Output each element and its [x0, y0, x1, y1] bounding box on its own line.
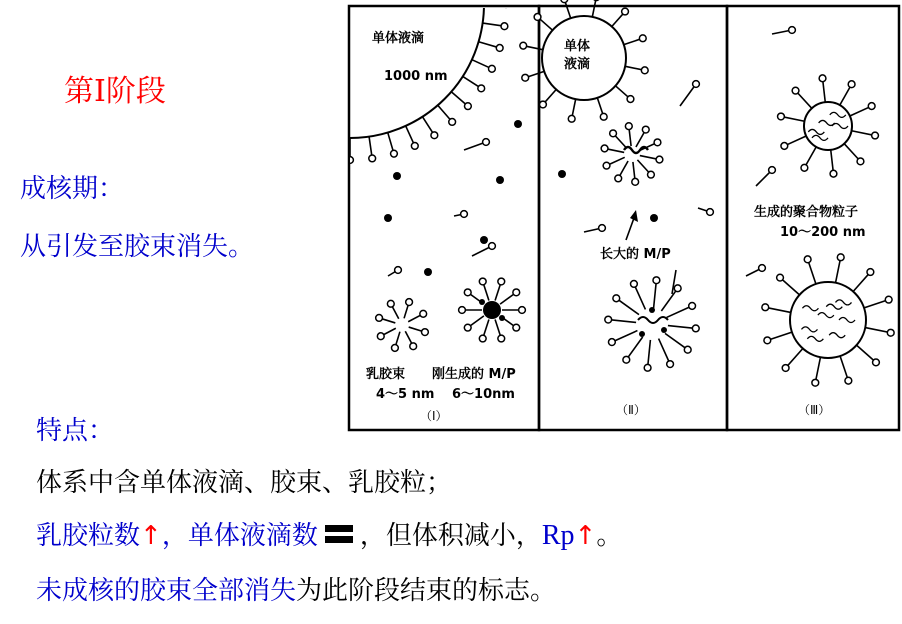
nucleation-description: 从引发至胶束消失。 — [20, 232, 255, 262]
emulsifier-molecule — [625, 123, 632, 146]
emulsifier-molecule — [422, 117, 437, 139]
emulsifier-molecule — [667, 303, 696, 318]
droplet-size-label: 1000 nm — [384, 69, 448, 84]
emulsifier-molecule — [406, 126, 419, 149]
free-emulsifier — [746, 265, 765, 276]
emulsifier-molecule — [479, 320, 489, 342]
emulsifier-molecule — [472, 60, 495, 73]
polymer-particle-large — [762, 254, 894, 386]
emulsifier-molecule — [388, 133, 398, 158]
emulsifier-molecule — [612, 8, 629, 26]
emulsifier-molecule — [665, 333, 691, 353]
emulsifier-molecule — [782, 348, 803, 371]
emulsifier-molecule — [376, 315, 396, 323]
droplet-count-text: ，单体液滴数 — [161, 521, 318, 551]
emulsifier-molecule — [408, 310, 426, 321]
emulsifier-molecule — [836, 254, 845, 283]
new-particle-label: 刚生成的 M/P — [432, 367, 516, 382]
emulsifier-molecule — [792, 87, 812, 108]
emulsifier-molecule — [464, 316, 484, 331]
emulsifier-molecule — [852, 131, 879, 139]
rp-symbol: Rp — [541, 520, 575, 551]
droplet-label-small-1: 单体 — [564, 39, 591, 54]
emulsifier-molecule — [479, 278, 489, 300]
emulsifier-molecule — [605, 316, 636, 323]
emulsifier-molecule — [597, 98, 607, 120]
emulsifier-molecule — [592, 0, 599, 17]
emulsifier-molecule — [850, 103, 875, 116]
free-emulsifier — [584, 225, 605, 232]
emulsifier-molecule — [853, 269, 874, 292]
free-emulsifier — [388, 267, 401, 276]
emulsifier-molecule — [623, 337, 643, 363]
new-particle-size-label: 6～10nm — [452, 387, 515, 402]
monomer-dot — [393, 172, 401, 180]
emulsifier-molecule — [405, 331, 416, 349]
emulsifier-molecule — [777, 274, 800, 295]
free-emulsifier — [464, 139, 489, 150]
emulsion-polymerization-figure — [346, 0, 902, 432]
monomer-dot — [496, 176, 504, 184]
emulsifier-molecule — [540, 89, 557, 107]
emulsifier-molecule — [369, 137, 376, 162]
micelle-label: 乳胶束 — [366, 367, 406, 382]
droplet-label: 单体液滴 — [372, 31, 425, 46]
emulsifier-molecule — [804, 256, 816, 284]
emulsifier-molecule — [438, 105, 456, 125]
emulsifier-molecule — [495, 320, 505, 342]
emulsifier-molecule — [812, 357, 821, 386]
nucleation-heading: 成核期： — [20, 174, 125, 204]
emulsifier-molecule — [631, 280, 646, 309]
emulsifier-molecule — [639, 139, 661, 151]
free-emulsifier — [756, 167, 775, 186]
polymer-size-label: 10～200 nm — [780, 225, 866, 240]
monomer-dot — [650, 214, 658, 222]
emulsifier-molecule — [603, 157, 625, 169]
emulsifier-molecule — [661, 285, 681, 311]
emulsifier-molecule — [451, 92, 471, 110]
feature-line-1: 体系中含单体液滴、胶束、乳胶粒； — [36, 468, 453, 498]
monomer-dot — [384, 214, 392, 222]
emulsifier-molecule — [463, 76, 485, 91]
free-emulsifier — [772, 27, 795, 34]
emulsifier-molecule — [856, 345, 879, 366]
emulsifier-molecule — [640, 156, 663, 163]
emulsifier-molecule — [502, 307, 525, 314]
free-emulsifier — [698, 208, 713, 215]
slide-title: 第Ⅰ阶段 — [64, 74, 166, 109]
emulsifier-molecule — [764, 332, 792, 344]
emulsifier-molecule — [459, 307, 482, 314]
monomer-dot — [649, 307, 655, 313]
emulsifier-molecule — [495, 278, 505, 300]
emulsifier-molecule — [781, 136, 806, 149]
feature-line-2 — [36, 515, 622, 552]
particle-dot — [499, 315, 505, 321]
emulsifier-molecule — [615, 161, 628, 182]
micelle-size-label: 4～5 nm — [376, 387, 435, 402]
emulsifier-molecule — [762, 304, 791, 313]
emulsifier-molecule — [840, 356, 852, 384]
emulsifier-molecule — [864, 296, 892, 308]
micelle-2 — [601, 123, 663, 185]
micelle-disappear-text: 未成核的胶束全部消失 — [36, 576, 297, 606]
feature-line-3 — [36, 570, 556, 607]
line2-end: 。 — [596, 521, 623, 551]
free-emulsifier — [472, 243, 495, 256]
emulsifier-molecule — [377, 328, 395, 339]
panel-1-roman: （Ⅰ） — [420, 409, 448, 423]
emulsifier-molecule — [522, 71, 544, 81]
free-emulsifier — [680, 81, 699, 106]
emulsifier-molecule — [840, 81, 855, 105]
particle-dot — [479, 299, 485, 305]
features-heading: 特点： — [36, 416, 115, 446]
emulsifier-molecule — [778, 113, 805, 121]
emulsifier-molecule — [624, 35, 646, 45]
emulsifier-molecule — [392, 332, 400, 352]
grown-polymer-particle — [605, 277, 699, 371]
emulsifier-molecule — [801, 147, 816, 171]
emulsifier-molecule — [819, 75, 826, 102]
end-marker-text: 为此阶段结束的标志。 — [296, 576, 557, 606]
monomer-dot — [480, 236, 488, 244]
emulsifier-molecule — [479, 42, 504, 52]
particle-count-text: 乳胶粒数 — [36, 521, 141, 551]
emulsifier-molecule — [409, 327, 429, 335]
monomer-dot — [639, 331, 645, 337]
monomer-dot — [424, 268, 432, 276]
emulsifier-molecule — [636, 126, 649, 147]
emulsifier-molecule — [865, 328, 894, 337]
emulsifier-molecule — [632, 162, 639, 185]
emulsifier-molecule — [608, 331, 637, 346]
emulsifier-molecule — [387, 300, 398, 318]
emulsifier-molecule — [568, 99, 575, 122]
equal-icon — [324, 522, 354, 546]
emulsifier-molecule — [561, 0, 571, 18]
free-emulsifier — [454, 211, 467, 218]
volume-text: ，但体积减小， — [359, 521, 542, 551]
polymer-chain — [638, 317, 668, 323]
emulsifier-molecule — [659, 339, 674, 368]
polymer-particle-label: 生成的聚合物粒子 — [754, 205, 859, 220]
emulsifier-molecule — [610, 130, 627, 148]
emulsifier-molecule — [830, 150, 837, 177]
monomer-dot — [558, 170, 566, 178]
emulsifier-molecule — [613, 295, 639, 315]
micelle-1 — [376, 299, 429, 352]
up-arrow-icon: ↑ — [140, 521, 162, 551]
panel-3-roman: （Ⅲ） — [798, 403, 831, 417]
emulsifier-molecule — [625, 66, 648, 73]
emulsifier-molecule — [844, 144, 864, 165]
droplet-label-small-2: 液滴 — [564, 57, 591, 72]
emulsifier-molecule — [644, 340, 651, 371]
grown-particle-label: 长大的 M/P — [600, 247, 671, 262]
emulsifier-molecule — [668, 325, 699, 332]
emulsifier-molecule — [500, 289, 520, 304]
panel-2-roman: （Ⅱ） — [616, 403, 646, 417]
emulsifier-molecule — [601, 145, 624, 152]
emulsifier-molecule — [483, 23, 508, 30]
pointer-arrow — [626, 218, 634, 240]
emulsifier-molecule — [404, 299, 412, 319]
emulsifier-molecule — [615, 86, 633, 103]
polymer-chain — [624, 147, 648, 153]
emulsifier-molecule — [534, 14, 552, 31]
polymer-particle-small — [778, 75, 879, 177]
monomer-dot — [514, 120, 522, 128]
particle-core — [483, 301, 501, 319]
emulsifier-molecule — [653, 277, 660, 308]
rp-up-arrow-icon: ↑ — [574, 521, 597, 551]
emulsifier-molecule — [347, 138, 354, 163]
emulsifier-molecule — [637, 160, 654, 178]
monomer-dot — [661, 327, 667, 333]
